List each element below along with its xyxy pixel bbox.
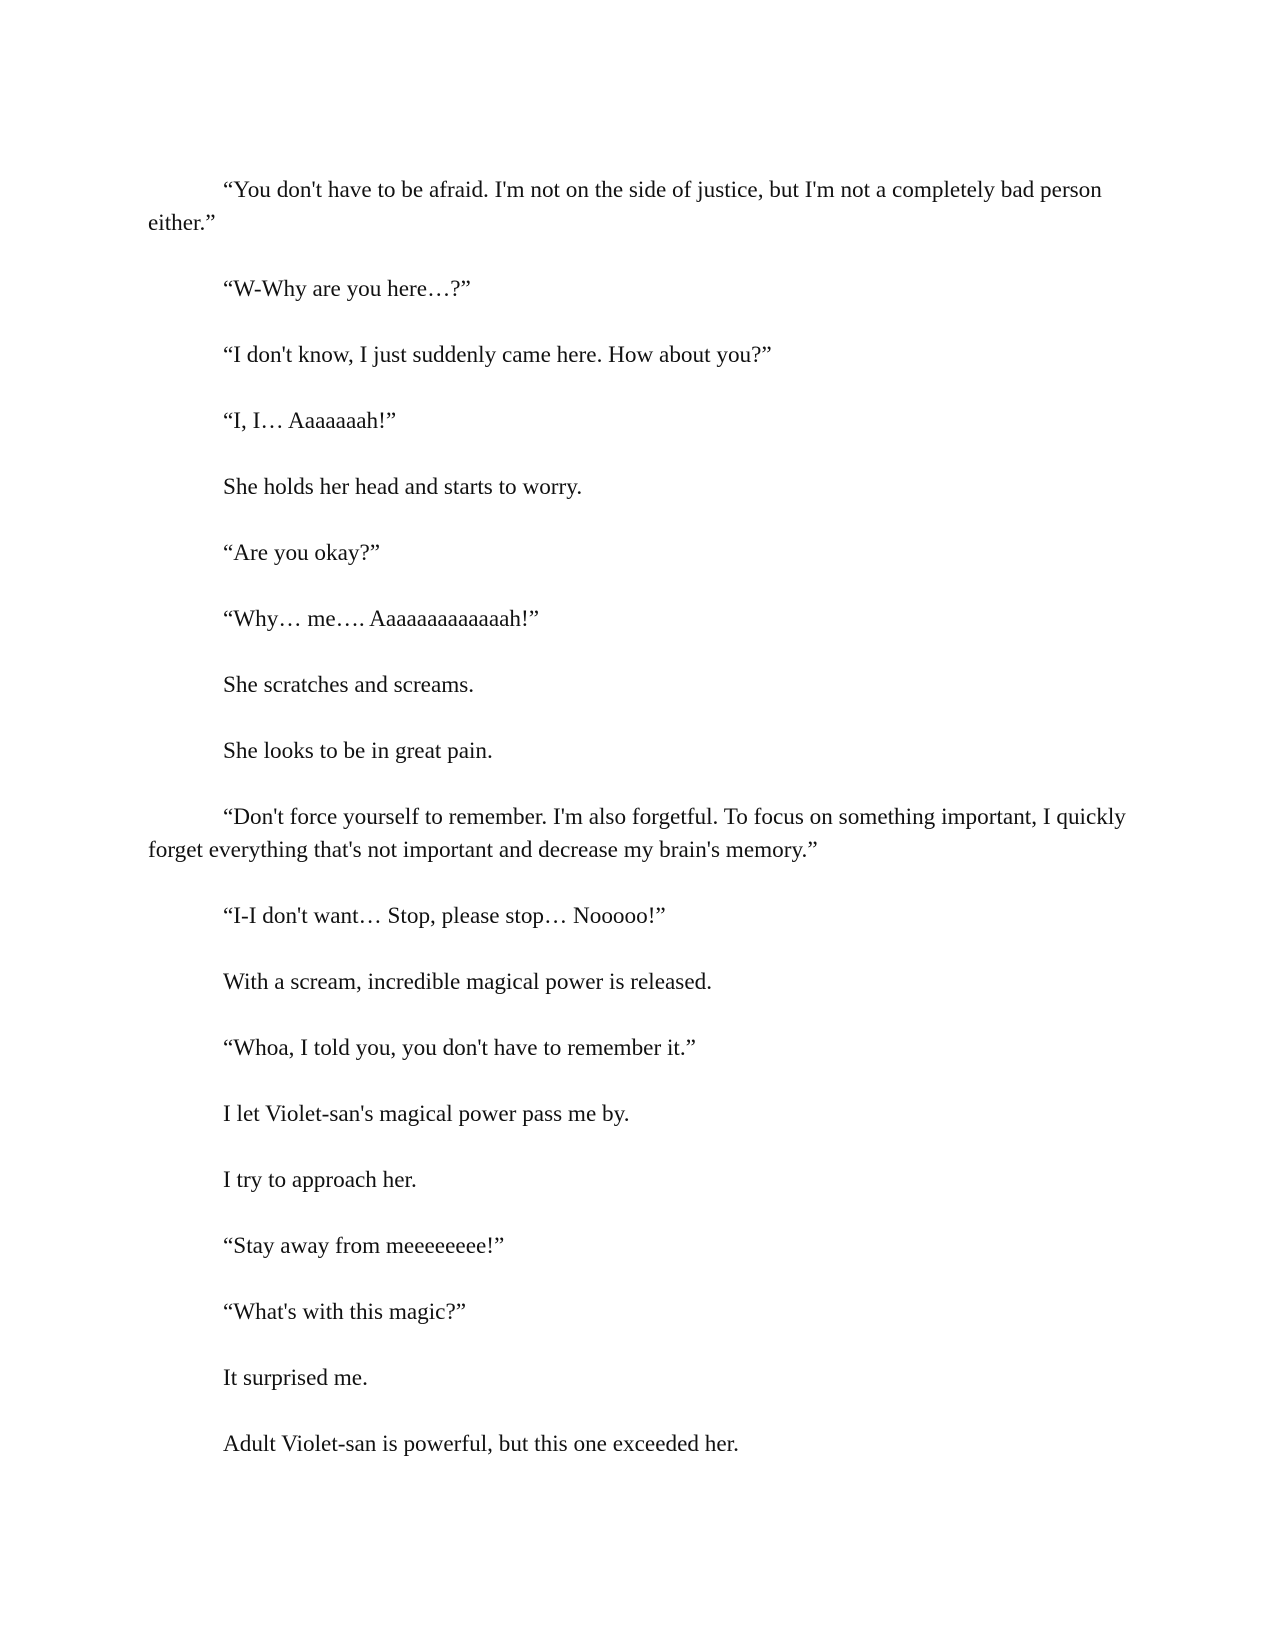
- paragraph: “What's with this magic?”: [223, 1299, 467, 1325]
- paragraph: She looks to be in great pain.: [223, 738, 493, 764]
- paragraph: “W-Why are you here…?”: [223, 276, 471, 302]
- paragraph: “Don't force yourself to remember. I'm also forgetful. To focus on something important, I quickly forget everything that's not important and decrease my brain's memory.”: [148, 804, 1126, 863]
- paragraph: “Whoa, I told you, you don't have to remember it.”: [223, 1035, 696, 1061]
- paragraph: It surprised me.: [223, 1365, 368, 1391]
- paragraph: “I, I… Aaaaaaah!”: [223, 408, 397, 434]
- paragraph: “You don't have to be afraid. I'm not on the side of justice, but I'm not a completely bad person either.”: [148, 177, 1102, 236]
- paragraph: “Why… me…. Aaaaaaaaaaaaah!”: [223, 606, 540, 632]
- paragraph: Adult Violet-san is powerful, but this one exceeded her.: [223, 1431, 739, 1457]
- paragraph: “Stay away from meeeeeeee!”: [223, 1233, 505, 1259]
- paragraph: With a scream, incredible magical power is released.: [223, 969, 713, 995]
- paragraph: “I don't know, I just suddenly came here. How about you?”: [223, 342, 772, 368]
- paragraph: “I-I don't want… Stop, please stop… Nooooo!”: [223, 903, 666, 929]
- paragraph: I try to approach her.: [223, 1167, 417, 1193]
- paragraph: “Are you okay?”: [223, 540, 381, 566]
- paragraph: I let Violet-san's magical power pass me by.: [223, 1101, 630, 1127]
- paragraph: She holds her head and starts to worry.: [223, 474, 583, 500]
- paragraph: She scratches and screams.: [223, 672, 475, 698]
- body-text: [148, 174, 1128, 1494]
